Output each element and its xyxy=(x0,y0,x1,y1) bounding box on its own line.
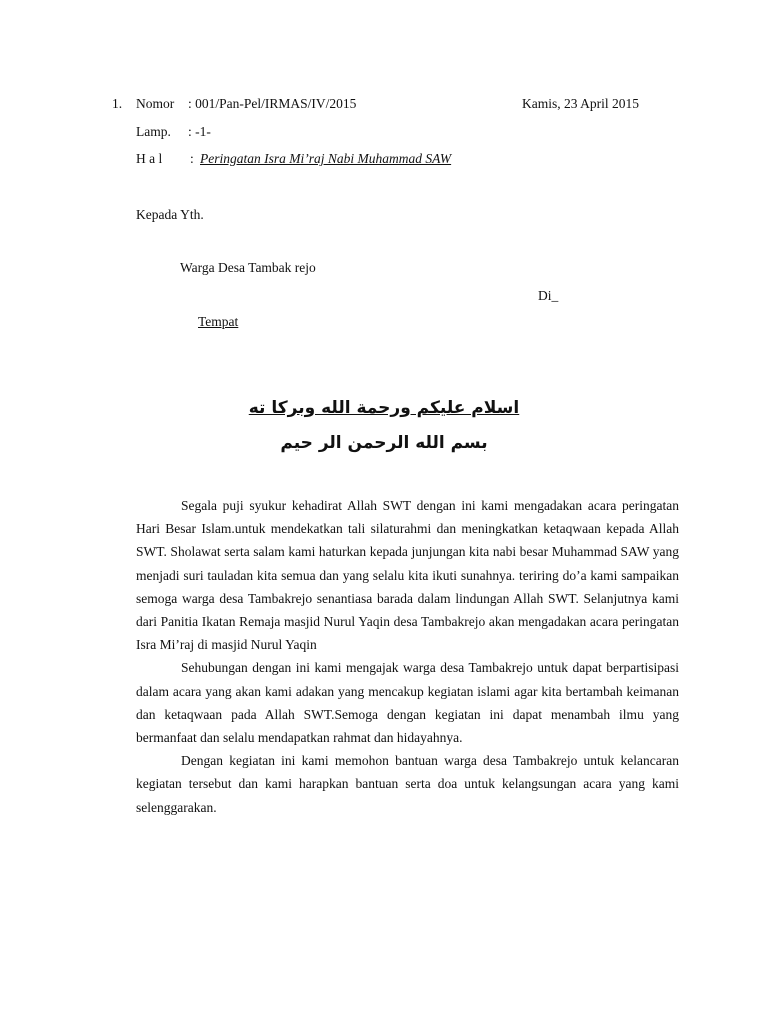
lamp-value: : -1- xyxy=(188,124,211,139)
kepada-yth: Kepada Yth. xyxy=(136,207,204,222)
hal-label: H a l xyxy=(136,151,163,166)
basmalah: بسم الله الرحمن الر حيم xyxy=(280,433,488,453)
lamp-label: Lamp. xyxy=(136,124,171,139)
recipient-tempat: Tempat xyxy=(198,314,239,329)
paragraph-2: Sehubungan dengan ini kami mengajak warga desa Tambakrejo untuk dapat berpartisipasi dalam acara yang akan kami adakan yang mencakup kegiatan islami agar kita bertambah keimanan dan ketaqwaan pada Allah SWT.Semoga dengan kegiatan ini dapat menambah ilmu yang bermanfaat dan selalu mendapatkan rahmat dan hidayahnya. xyxy=(136,660,679,746)
nomor-value: : 001/Pan-Pel/IRMAS/IV/2015 xyxy=(188,96,357,111)
nomor-label: Nomor xyxy=(136,96,175,111)
paragraph-1: Segala puji syukur kehadirat Allah SWT dengan ini kami mengadakan acara peringatan Hari Besar Islam.untuk mendekatkan tali silaturahmi dan meningkatkan ketaqwaan kepada Allah SWT. Sholawat serta salam kami haturkan kepada junjungan kita nabi besar Muhammad SAW yang menjadi suri tauladan kita semua dan yang selalu kita ikuti sunahnya. teriring do’a kami sampaikan semoga warga desa Tambakrejo senantiasa barada dalam lindungan Allah SWT. Selanjutnya kami dari Panitia Ikatan Remaja masjid Nurul Yaqin desa Tambakrejo akan mengadakan acara peringatan Isra Mi’raj di masjid Nurul Yaqin xyxy=(136,498,679,653)
recipient-name: Warga Desa Tambak rejo xyxy=(180,260,316,275)
recipient-di: Di_ xyxy=(538,288,559,303)
list-number: 1. xyxy=(112,96,123,111)
salam-greeting: اسلام عليكم ورحمة الله وبركا ته xyxy=(248,398,520,418)
hal-colon: : xyxy=(190,151,194,166)
letter-body xyxy=(136,494,679,819)
paragraph-3: Dengan kegiatan ini kami memohon bantuan warga desa Tambakrejo untuk kelancaran kegiatan tersebut dan kami harapkan bantuan serta doa untuk kelangsungan acara yang kami selenggarakan. xyxy=(136,753,679,815)
hal-subject: Peringatan Isra Mi’raj Nabi Muhammad SAW xyxy=(200,151,452,166)
letter-date: Kamis, 23 April 2015 xyxy=(522,96,639,111)
